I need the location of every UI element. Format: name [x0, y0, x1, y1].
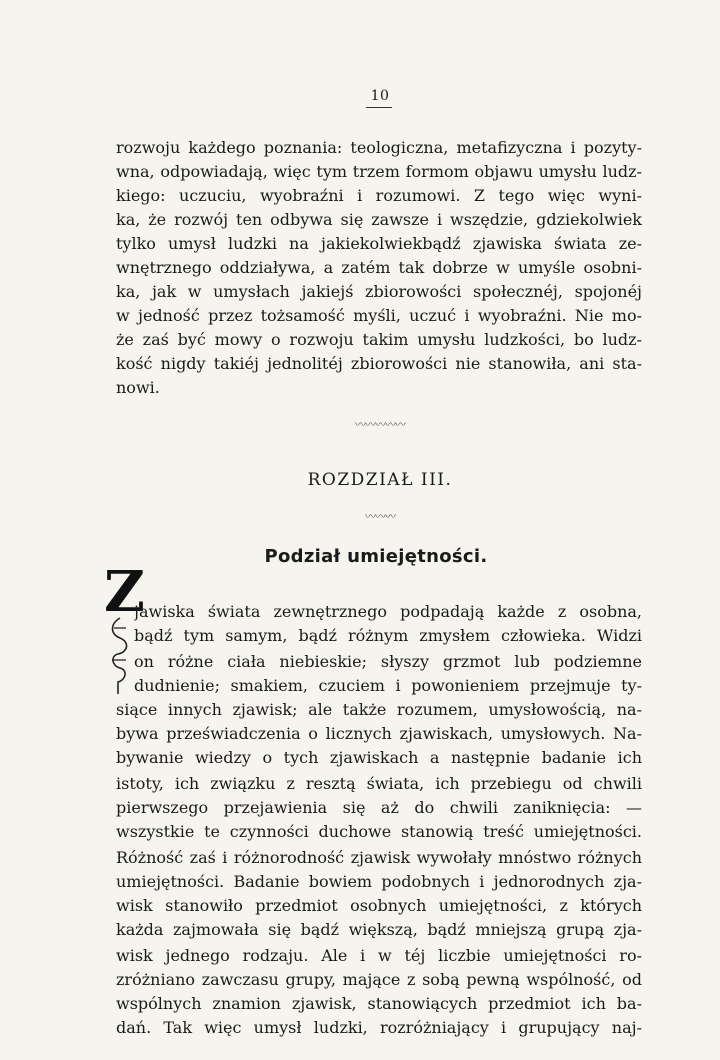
page-number-rule	[366, 107, 392, 108]
text-line: wisk stanowiło przedmiot osobnych umiejętności, z których	[116, 896, 642, 915]
text-line: kość nigdy takiéj jednolitéj zbiorowości nie stanowiła, ani sta-	[116, 354, 642, 373]
text-line: istoty, ich związku z resztą świata, ich przebiegu od chwili	[116, 774, 642, 793]
ornament-divider: 〰〰〰〰〰	[355, 418, 405, 431]
drop-cap	[104, 559, 145, 692]
page-number: 10	[370, 88, 390, 104]
text-line: dudnienie; smakiem, czuciem i powonieniem przejmuje ty-	[134, 676, 642, 695]
text-line: dań. Tak więc umysł ludzki, rozróżniający i grupujący naj-	[116, 1018, 642, 1037]
text-line: ka, jak w umysłach jakiejś zbiorowości społecznéj, spojonéj	[116, 282, 642, 301]
text-line: zróżniano zawczasu grupy, mające z sobą pewną wspólność, od	[116, 970, 642, 989]
drop-cap-letter: Z	[104, 559, 145, 625]
text-line: wna, odpowiadają, więc tym trzem formom objawu umysłu ludz-	[116, 162, 642, 181]
text-line: Różność zaś i różnorodność zjawisk wywołały mnóstwo różnych	[116, 848, 642, 867]
text-line: każda zajmowała się bądź większą, bądź mniejszą grupą zja-	[116, 920, 642, 939]
flourish-icon	[106, 616, 136, 694]
text-line: że zaś być mowy o rozwoju takim umysłu ludzkości, bo ludz-	[116, 330, 642, 349]
ornament-divider-small: 〰〰〰	[365, 510, 395, 523]
text-line: jawiska świata zewnętrznego podpadają każde z osobna,	[134, 602, 642, 621]
text-line: tylko umysł ludzki na jakiekolwiekbądź zjawiska świata ze-	[116, 234, 642, 253]
section-title: Podział umiejętności.	[264, 546, 488, 567]
text-line: wisk jednego rodzaju. Ale i w téj liczbie umiejętności ro-	[116, 946, 642, 965]
text-line: w jedność przez tożsamość myśli, uczuć i wyobraźni. Nie mo-	[116, 306, 642, 325]
text-line: bywa przeświadczenia o licznych zjawiskach, umysłowych. Na-	[116, 724, 642, 743]
text-line: siące innych zjawisk; ale także rozumem, umysłowością, na-	[116, 700, 642, 719]
chapter-title: ROZDZIAŁ III.	[307, 470, 453, 490]
text-line: ka, że rozwój ten odbywa się zawsze i wszędzie, gdziekolwiek	[116, 210, 642, 229]
text-line: rozwoju każdego poznania: teologiczna, metafizyczna i pozyty-	[116, 138, 642, 157]
text-line: wspólnych znamion zjawisk, stanowiących przedmiot ich ba-	[116, 994, 642, 1013]
text-line: umiejętności. Badanie bowiem podobnych i jednorodnych zja-	[116, 872, 642, 891]
text-line: bywanie wiedzy o tych zjawiskach a następnie badanie ich	[116, 748, 642, 767]
text-line: nowi.	[116, 378, 160, 397]
text-line: pierwszego przejawienia się aż do chwili zaniknięcia: —	[116, 798, 642, 817]
text-line: wszystkie te czynności duchowe stanowią treść umiejętności.	[116, 822, 642, 841]
text-line: kiego: uczuciu, wyobraźni i rozumowi. Z tego więc wyni-	[116, 186, 642, 205]
text-line: bądź tym samym, bądź różnym zmysłem człowieka. Widzi	[134, 626, 642, 645]
text-line: wnętrznego oddziaływa, a zatém tak dobrze w umyśle osobni-	[116, 258, 642, 277]
text-line: on różne ciała niebieskie; słyszy grzmot lub podziemne	[134, 652, 642, 671]
